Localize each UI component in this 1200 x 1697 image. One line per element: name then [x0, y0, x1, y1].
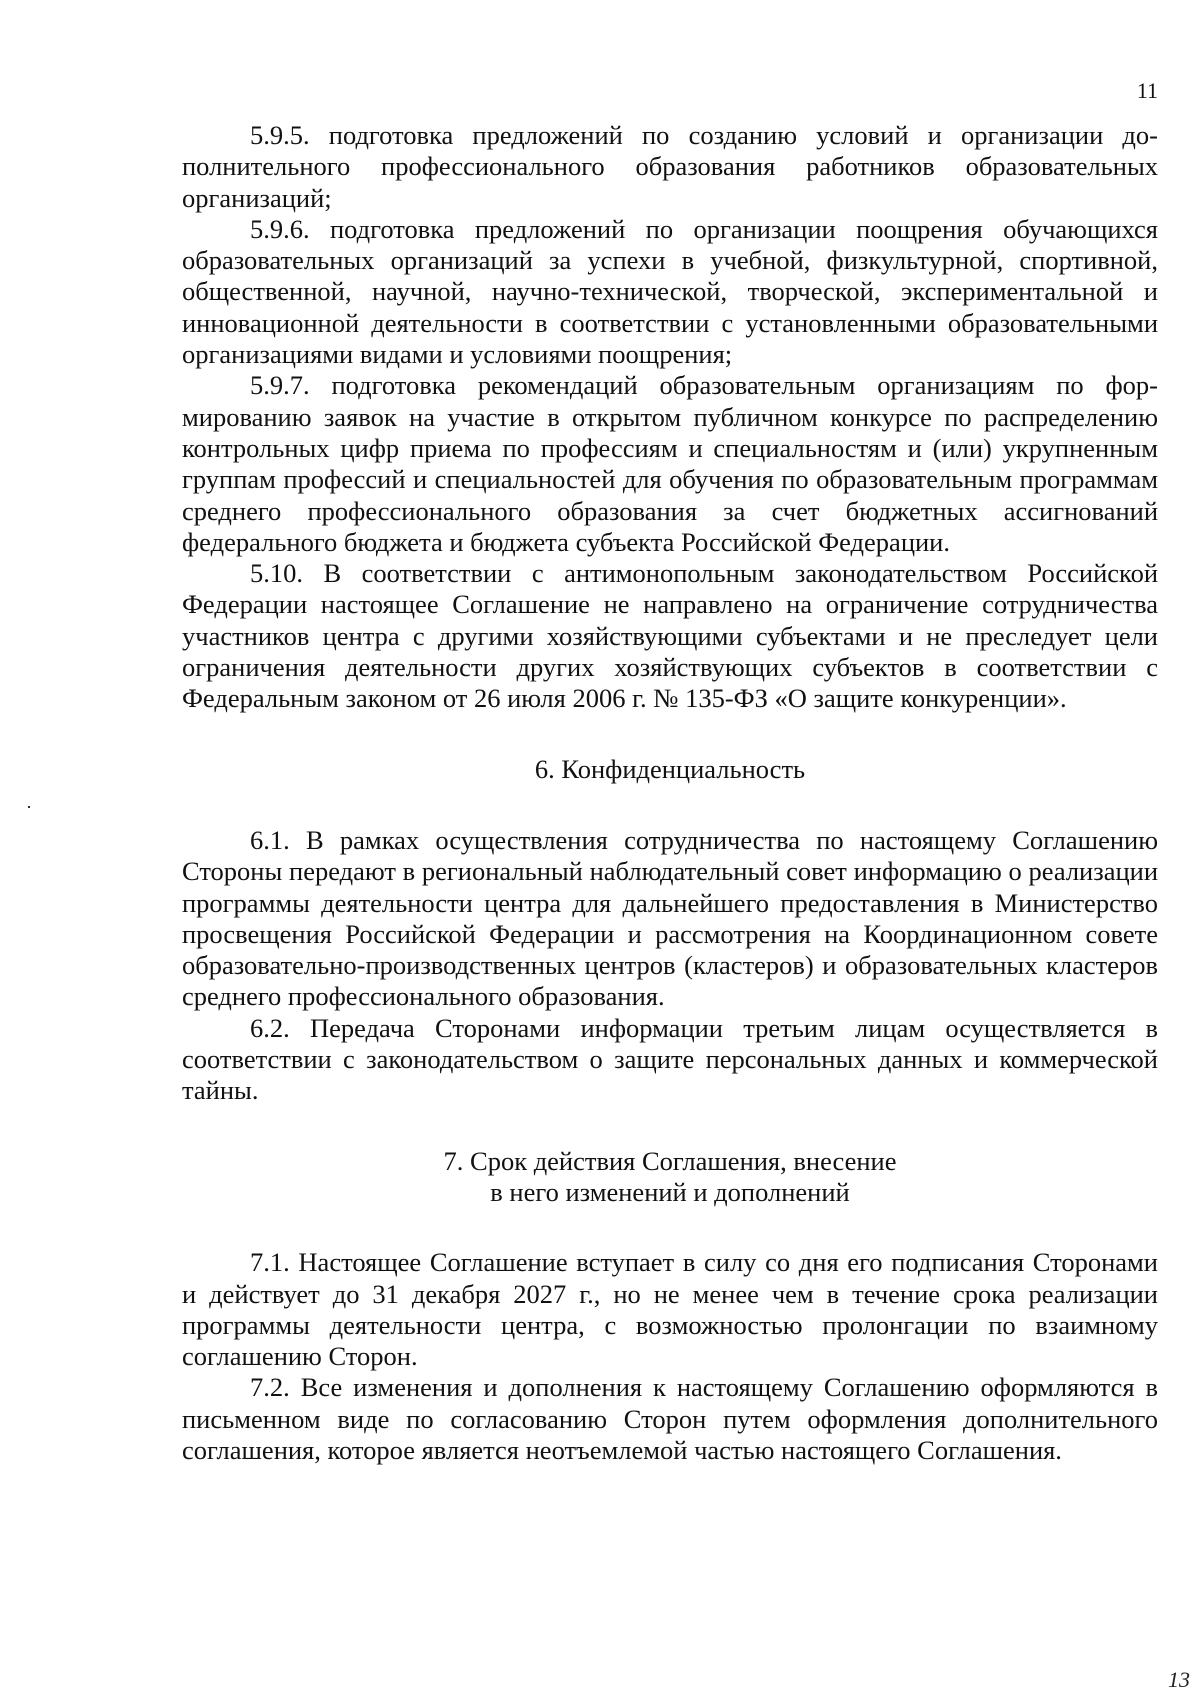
section-7-heading-line-2: в него изменений и дополнений: [490, 1176, 850, 1207]
section-7-heading: [182, 1146, 1158, 1209]
paragraph-6-1: 6.1. В рамках осуществления сотрудничества по настоящему Соглашению Стороны передают в региональный наблюдательный совет информацию о реализации программы деятельности центра для дальнейшего предоставления в Министерство просвещения Российской Федерации и рассмотрения на Координационном совете образовательно-производственных центров (кластеров) и образовательных кластеров среднего профессионального образования.: [182, 824, 1158, 1012]
section-7-heading-line-1: 7. Срок действия Соглашения, внесение: [443, 1145, 897, 1176]
paragraph-5-9-6: 5.9.6. подготовка предложений по организации поощрения обучающихся образовательных организаций за успехи в учебной, физкультурной, спортивной, общественной, научной, научно-технической, творческой, экспериментальной и инновационной деятельности в соответствии с установленными образовательными организациями видами и условиями поощрения;: [182, 213, 1158, 370]
handwritten-page-mark: 13: [1168, 1667, 1190, 1692]
paragraph-5-9-5: 5.9.5. подготовка предложений по созданию условий и организации дополнительного профессионального образования работников образовательных организаций;: [182, 120, 1158, 213]
paragraph-7-2: 7.2. Все изменения и дополнения к настоящему Соглашению оформляются в письменном виде по согласованию Сторон путем оформления дополнительного соглашения, которое является неотъемлемой частью настоящего Соглашения.: [182, 1372, 1158, 1465]
section-6-heading: 6. Конфиденциальность: [534, 753, 806, 784]
page-number: 11: [1136, 78, 1158, 103]
paragraph-5-10: 5.10. В соответствии с антимонопольным законодательством Российской Федерации настоящее Соглашение не направлено на ограничение сотрудничества участников центра с другими хозяйствующими субъектами и не преследует цели ограничения деятельности других хозяйствующих субъектов в соответствии с Федеральным законом от 26 июля 2006 г. № 135-ФЗ «О защите конкуренции».: [182, 558, 1158, 714]
scan-speck: [28, 806, 30, 808]
paragraph-5-9-7: 5.9.7. подготовка рекомендаций образовательным организациям по формированию заявок на участие в открытом публичном конкурсе по распределению контрольных цифр приема по профессиям и специальностям и (или) укрупненным группам профессий и специальностей для обучения по образовательным программам среднего профессионального образования за счет бюджетных ассигнований федерального бюджета и бюджета субъекта Российской Федерации.: [182, 370, 1158, 557]
paragraph-7-1: 7.1. Настоящее Соглашение вступает в силу со дня его подписания Сторонами и действует до 31 декабря 2027 г., но не менее чем в течение срока реализации программы деятельности центра, с возможностью пролонгации по взаимному соглашению Сторон.: [182, 1247, 1158, 1372]
paragraph-6-2: 6.2. Передача Сторонами информации третьим лицам осуществляется в соответствии с законодательством о защите персональных данных и коммерческой тайны.: [182, 1012, 1158, 1106]
document-body: [182, 120, 1158, 1466]
